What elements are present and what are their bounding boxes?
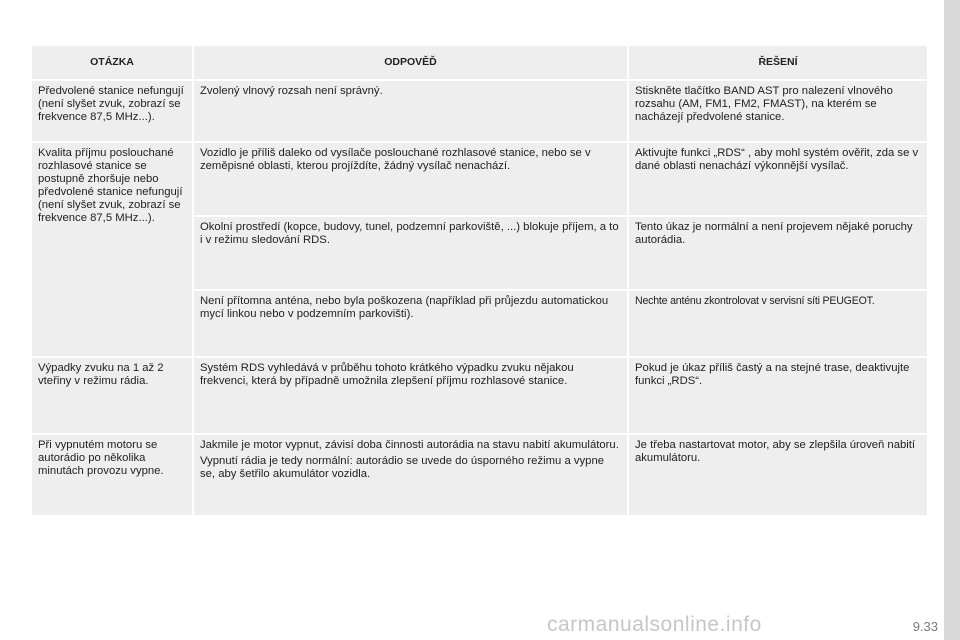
watermark-text: carmanualsonline.info: [547, 613, 762, 636]
answer-cell: Vozidlo je příliš daleko od vysílače poslouchané rozhlasové stanice, nebo se v zeměpisné oblasti, kterou projíždíte, žádný vysílač nenachází.: [193, 142, 628, 216]
answer-paragraph: Jakmile je motor vypnut, závisí doba činnosti autorádia na stavu nabití akumulátoru.: [200, 439, 619, 451]
question-cell: Předvolené stanice nefungují (není slyšet zvuk, zobrazí se frekvence 87,5 MHz...).: [31, 80, 193, 142]
answer-cell: Zvolený vlnový rozsah není správný.: [193, 80, 628, 142]
table-header-row: [31, 45, 928, 80]
question-cell: Výpadky zvuku na 1 až 2 vteřiny v režimu rádia.: [31, 357, 193, 434]
solution-cell: Nechte anténu zkontrolovat v servisní síti PEUGEOT.: [628, 290, 928, 357]
answer-cell: [193, 434, 628, 516]
answer-paragraph: Vypnutí rádia je tedy normální: autorádio se uvede do úsporného režimu a vypne se, aby šetřilo akumulátor vozidla.: [200, 455, 605, 480]
table-row: [31, 434, 928, 516]
solution-cell: Aktivujte funkci „RDS“ , aby mohl systém ověřit, zda se v dané oblasti nenachází výkonnější vysílač.: [628, 142, 928, 216]
solution-cell: Tento úkaz je normální a není projevem nějaké poruchy autorádia.: [628, 216, 928, 290]
solution-cell: Stiskněte tlačítko BAND AST pro nalezení vlnového rozsahu (AM, FM1, FM2, FMAST), na kterém se nacházejí předvolené stanice.: [628, 80, 928, 142]
table-row: [31, 357, 928, 434]
answer-cell: Systém RDS vyhledává v průběhu tohoto krátkého výpadku zvuku nějakou frekvenci, která by případně umožnila zlepšení příjmu rozhlasové stanice.: [193, 357, 628, 434]
header-question: OTÁZKA: [31, 45, 193, 80]
table-row: [31, 80, 928, 142]
page-number: 9.33: [912, 619, 938, 634]
question-cell: Při vypnutém motoru se autorádio po několika minutách provozu vypne.: [31, 434, 193, 516]
solution-cell: Je třeba nastartovat motor, aby se zlepšila úroveň nabití akumulátoru.: [628, 434, 928, 516]
solution-cell: Pokud je úkaz příliš častý a na stejné trase, deaktivujte funkci „RDS“.: [628, 357, 928, 434]
table-row: [31, 142, 928, 216]
page-edge-strip: [944, 0, 960, 640]
header-answer: ODPOVĚĎ: [193, 45, 628, 80]
header-solution: ŘEŠENÍ: [628, 45, 928, 80]
answer-cell: Není přítomna anténa, nebo byla poškozena (například při průjezdu automatickou mycí linkou nebo v podzemním parkovišti).: [193, 290, 628, 357]
answer-cell: Okolní prostředí (kopce, budovy, tunel, podzemní parkoviště, ...) blokuje příjem, a to i v režimu sledování RDS.: [193, 216, 628, 290]
troubleshooting-table: [30, 44, 929, 517]
question-cell: Kvalita příjmu poslouchané rozhlasové stanice se postupně zhoršuje nebo předvolené stanice nefungují (není slyšet zvuk, zobrazí se frekvence 87,5 MHz...).: [31, 142, 193, 357]
